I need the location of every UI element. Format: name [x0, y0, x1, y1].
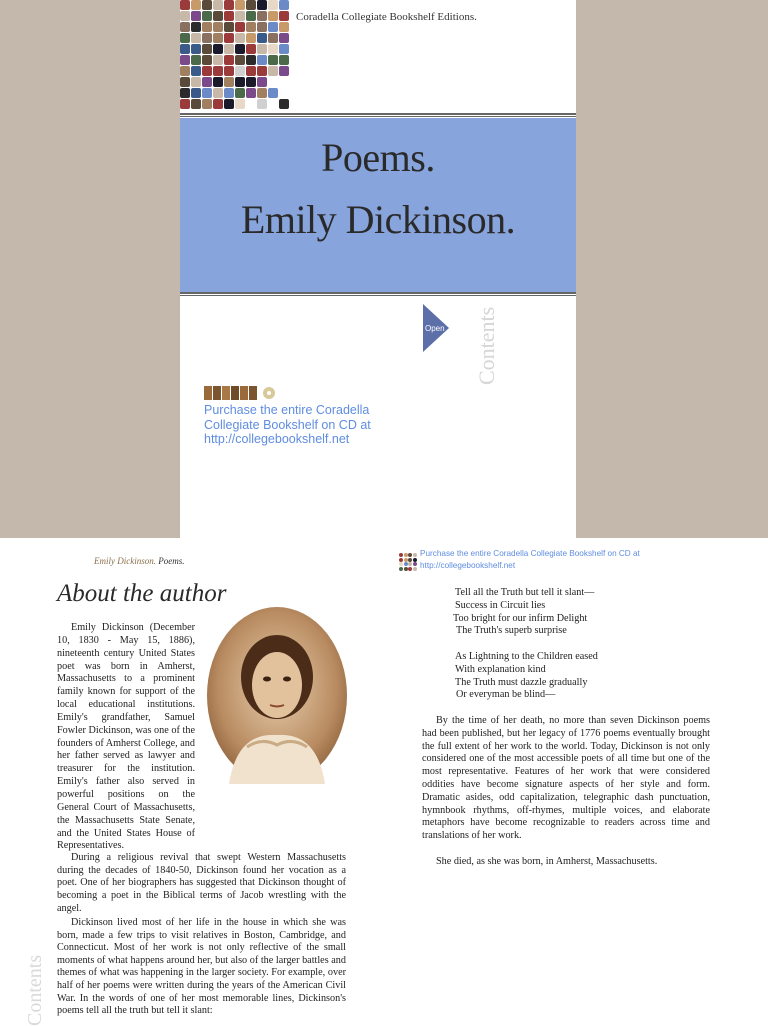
- mosaic-tile: [213, 55, 223, 65]
- poem-line: Success in Circuit lies: [455, 599, 546, 611]
- mosaic-tile: [279, 66, 289, 76]
- running-head: [94, 556, 185, 566]
- mosaic-tile: [191, 66, 201, 76]
- divider-rule: [180, 295, 576, 296]
- mosaic-tile: [202, 99, 212, 109]
- bio-text: She died, as she was born, in Amherst, Massachusetts.: [436, 856, 658, 867]
- mosaic-tile: [268, 88, 278, 98]
- mosaic-tile: [191, 11, 201, 21]
- mosaic-tile: [257, 88, 267, 98]
- bio-text: Dickinson lived most of her life in the house in which she was born, made a few trips to visit relatives in Boston, Cambridge, and Connecticut. Most of her work is not only reflective of the small moments of what happens around her, but also of the larger battles and themes of what was happening in the larger society. For example, over half of her poems were written during the years of the American Civil War. In the words of one of her most memorable lines, Dickinson's poems tell all the truth but tell it slant:: [57, 917, 346, 1017]
- mosaic-tile: [279, 44, 289, 54]
- mosaic-tile: [213, 66, 223, 76]
- poem-line: The Truth's superb surprise: [456, 625, 567, 637]
- section-heading: About the author: [57, 580, 227, 607]
- poem-line: Too bright for our infirm Delight: [453, 612, 588, 624]
- divider-rule: [180, 116, 576, 117]
- books-cd-icon: [204, 385, 276, 401]
- purchase-link[interactable]: Purchase the entire Coradella Collegiate Bookshelf on CD at http://collegebookshelf.net: [420, 549, 640, 570]
- mosaic-tile: [235, 33, 245, 43]
- mosaic-tile: [235, 22, 245, 32]
- mosaic-tile: [235, 44, 245, 54]
- mosaic-tile: [257, 33, 267, 43]
- mosaic-tile: [257, 99, 267, 109]
- open-label[interactable]: Open: [425, 324, 445, 333]
- mosaic-tile: [180, 55, 190, 65]
- mosaic-tile: [180, 0, 190, 10]
- mosaic-tile: [202, 44, 212, 54]
- mosaic-tile: [202, 33, 212, 43]
- mosaic-tile: [202, 66, 212, 76]
- mosaic-tile: [399, 567, 403, 571]
- bio-paragraph: [57, 917, 346, 1018]
- running-head-author: Emily Dickinson.: [94, 556, 156, 566]
- mosaic-tile: [191, 99, 201, 109]
- mosaic-tile: [413, 558, 417, 562]
- mosaic-tile: [268, 33, 278, 43]
- mosaic-tile: [246, 77, 256, 87]
- mosaic-tile: [224, 88, 234, 98]
- mosaic-tile: [279, 0, 289, 10]
- contents-link[interactable]: Contents: [24, 954, 46, 1026]
- bio-paragraph: [57, 852, 346, 916]
- mosaic-tile: [224, 55, 234, 65]
- bio-text: During a religious revival that swept Western Massachusetts during the decades of 1840-50, Dickinson found her vocation as a poet. One of her biographers has suggested that Dickinson thought of becoming a poet in the Biblical terms of Jacob wrestling with the angel.: [57, 852, 346, 914]
- mosaic-tile: [246, 55, 256, 65]
- mosaic-tile: [404, 562, 408, 566]
- mosaic-tile: [191, 55, 201, 65]
- mosaic-tile: [180, 99, 190, 109]
- mosaic-tile: [399, 562, 403, 566]
- bio-text: Emily Dickinson (December 10, 1830 - May 15, 1886), nineteenth century United States poet was born in Amherst, Massachusetts to a prominent family known for support of the local educational institutions. Emily's grandfather, Samuel Fowler Dickinson, was one of the founders of Amherst College, and her father served as lawyer and treasurer for the institution. Emily's father also served in powerful positions on the General Court of Massachusetts, the Massachusetts State Senate, and the United States House of Representatives.: [57, 622, 195, 852]
- mosaic-tile: [202, 77, 212, 87]
- mosaic-tile: [191, 33, 201, 43]
- series-title: Coradella Collegiate Bookshelf Editions.: [296, 11, 477, 23]
- mosaic-tile: [404, 553, 408, 557]
- mosaic-tile: [279, 22, 289, 32]
- mosaic-tile: [279, 99, 289, 109]
- mosaic-tile: [408, 562, 412, 566]
- mosaic-tile: [213, 88, 223, 98]
- mosaic-tile: [224, 22, 234, 32]
- mosaic-tile: [202, 0, 212, 10]
- mosaic-tile: [279, 33, 289, 43]
- mosaic-tile: [404, 558, 408, 562]
- mosaic-tile: [191, 88, 201, 98]
- mosaic-tile: [180, 66, 190, 76]
- mosaic-tile: [399, 558, 403, 562]
- mosaic-tile: [257, 77, 267, 87]
- poem-line: The Truth must dazzle gradually: [455, 676, 588, 688]
- mosaic-tile: [180, 88, 190, 98]
- mosaic-tile: [213, 99, 223, 109]
- mosaic-tile: [268, 22, 278, 32]
- mosaic-tile: [246, 44, 256, 54]
- mosaic-tile: [408, 553, 412, 557]
- mosaic-tile: [213, 11, 223, 21]
- author-portrait-image: [207, 607, 347, 784]
- poem-line: Or everyman be blind—: [456, 689, 556, 701]
- mosaic-tile: [224, 33, 234, 43]
- mosaic-tile: [279, 11, 289, 21]
- mosaic-tile: [268, 0, 278, 10]
- mini-mosaic-icon: [399, 553, 417, 571]
- running-head-title: Poems.: [158, 556, 185, 566]
- mosaic-tile: [413, 553, 417, 557]
- mosaic-tile: [191, 0, 201, 10]
- mosaic-tile: [224, 0, 234, 10]
- mosaic-tile: [246, 88, 256, 98]
- mosaic-tile: [191, 44, 201, 54]
- bio-paragraph: [57, 622, 195, 853]
- divider-rule: [180, 113, 576, 115]
- mosaic-tile: [268, 66, 278, 76]
- bio-paragraph: [422, 856, 710, 869]
- mosaic-tile: [257, 0, 267, 10]
- mosaic-tile: [268, 55, 278, 65]
- mosaic-tile: [180, 11, 190, 21]
- mosaic-tile: [408, 567, 412, 571]
- mosaic-tile: [180, 77, 190, 87]
- purchase-link[interactable]: Purchase the entire Coradella Collegiate Bookshelf on CD at http://collegebookshelf.net: [204, 403, 371, 447]
- mosaic-tile: [246, 11, 256, 21]
- mosaic-tile: [224, 11, 234, 21]
- mosaic-tile: [257, 11, 267, 21]
- bio-paragraph: [422, 715, 710, 843]
- mosaic-tile: [202, 55, 212, 65]
- divider-rule: [180, 292, 576, 294]
- mosaic-tile: [213, 22, 223, 32]
- portrait-mosaic-image: [180, 0, 292, 112]
- mosaic-tile: [191, 77, 201, 87]
- mosaic-tile: [213, 0, 223, 10]
- mosaic-tile: [268, 11, 278, 21]
- mosaic-tile: [408, 558, 412, 562]
- mosaic-tile: [213, 44, 223, 54]
- mosaic-tile: [257, 55, 267, 65]
- mosaic-tile: [224, 99, 234, 109]
- mosaic-tile: [246, 22, 256, 32]
- mosaic-tile: [180, 44, 190, 54]
- author-name: Emily Dickinson.: [240, 197, 516, 242]
- mosaic-tile: [257, 44, 267, 54]
- mosaic-tile: [213, 77, 223, 87]
- mosaic-tile: [202, 11, 212, 21]
- mosaic-tile: [224, 44, 234, 54]
- mosaic-tile: [180, 33, 190, 43]
- mosaic-tile: [246, 66, 256, 76]
- book-title: Poems.: [321, 135, 435, 180]
- stanza-break: [453, 638, 598, 651]
- mosaic-tile: [257, 66, 267, 76]
- mosaic-tile: [235, 55, 245, 65]
- contents-link[interactable]: Contents: [474, 306, 499, 385]
- mosaic-tile: [413, 562, 417, 566]
- mosaic-tile: [268, 44, 278, 54]
- poem-line: With explanation kind: [455, 663, 546, 675]
- mosaic-tile: [235, 0, 245, 10]
- book-cover: [180, 0, 576, 538]
- mosaic-tile: [413, 567, 417, 571]
- mosaic-tile: [180, 22, 190, 32]
- mosaic-tile: [235, 77, 245, 87]
- mosaic-tile: [257, 22, 267, 32]
- mosaic-tile: [191, 22, 201, 32]
- poem-line: As Lightning to the Children eased: [455, 650, 598, 662]
- mosaic-tile: [235, 99, 245, 109]
- mosaic-tile: [279, 55, 289, 65]
- mosaic-tile: [202, 22, 212, 32]
- bio-text: By the time of her death, no more than seven Dickinson poems had been published, but her legacy of 1776 poems eventually brought the full extent of her work to the world. Today, Dickinson is not only considered one of the most accessible poets of all time but one of the most representative. Features of her work that were considered oddities have become signature aspects of her style and form. Dramatic asides, odd capitalization, telegraphic dash punctuation, hymnbook rhythms, off-rhymes, multiple voices, and elaborate metaphors have become recognizable to readers across time and translations of her work.: [422, 715, 710, 842]
- mosaic-tile: [213, 33, 223, 43]
- mosaic-tile: [404, 567, 408, 571]
- mosaic-tile: [399, 553, 403, 557]
- mosaic-tile: [202, 88, 212, 98]
- mosaic-tile: [235, 66, 245, 76]
- poem: [453, 587, 598, 702]
- mosaic-tile: [224, 77, 234, 87]
- mosaic-tile: [246, 0, 256, 10]
- mosaic-tile: [246, 33, 256, 43]
- mosaic-tile: [224, 66, 234, 76]
- poem-line: Tell all the Truth but tell it slant—: [455, 587, 595, 598]
- mosaic-tile: [235, 11, 245, 21]
- mosaic-tile: [235, 88, 245, 98]
